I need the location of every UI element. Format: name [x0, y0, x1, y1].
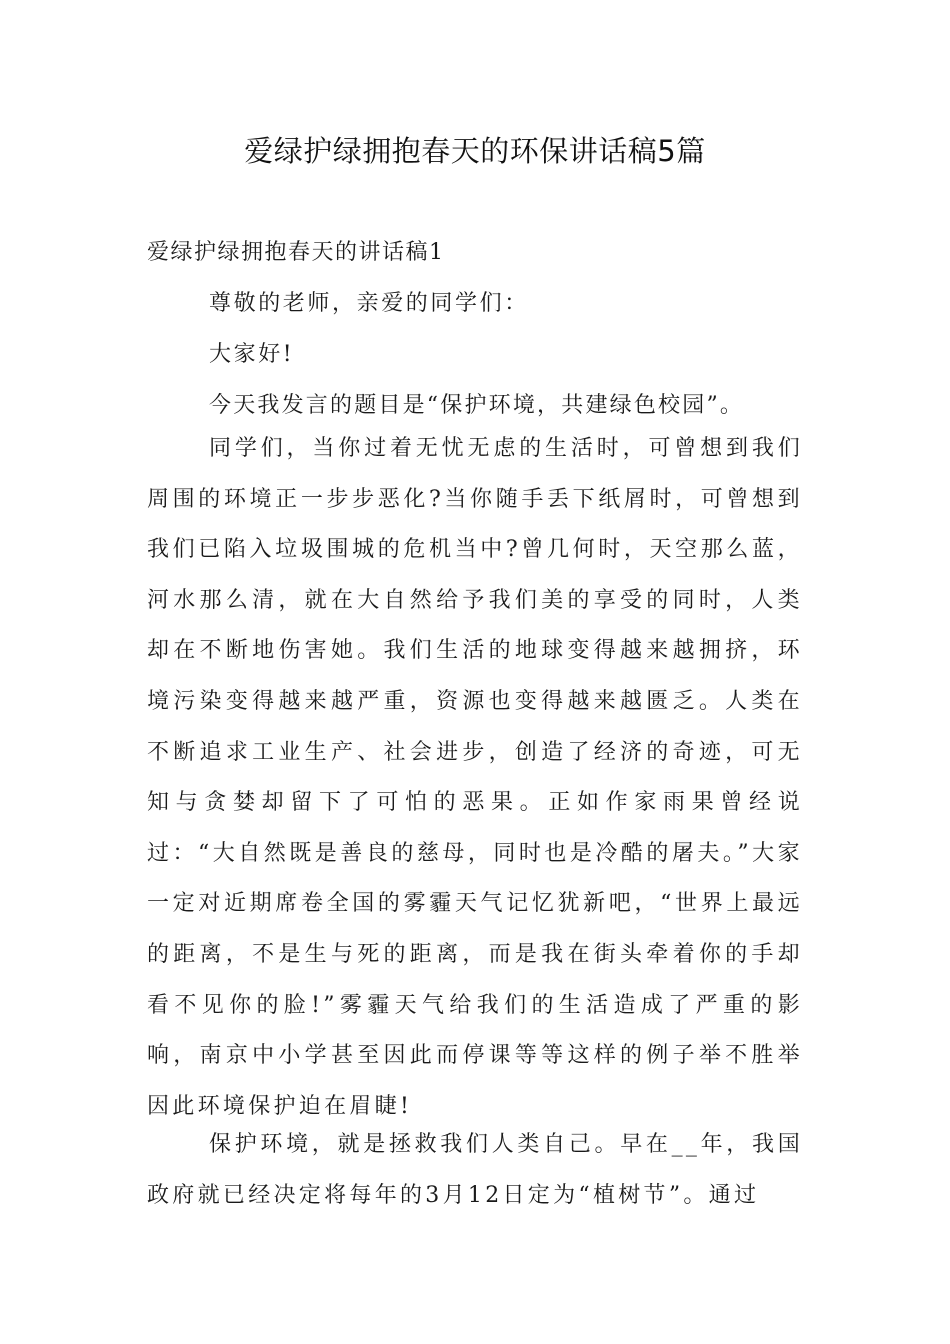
body-paragraph: 保护环境，就是拯救我们人类自己。早在__年，我国政府就已经决定将每年的3月12日定为“植树节”。通过	[147, 1132, 803, 1208]
speech-subheading: 爱绿护绿拥抱春天的讲话稿1	[147, 240, 445, 265]
document-title: 爱绿护绿拥抱春天的环保讲话稿5篇	[244, 134, 706, 168]
topic-line: 今天我发言的题目是“保护环境，共建绿色校园”。	[209, 393, 745, 418]
greeting-line: 尊敬的老师，亲爱的同学们：	[209, 291, 529, 316]
body-paragraph: 同学们，当你过着无忧无虑的生活时，可曾想到我们周围的环境正一步步恶化?当你随手丢下纸屑时，可曾想到我们已陷入垃圾围城的危机当中?曾几何时，天空那么蓝，河水那么清，就在大自然给予我们美的享受的同时，人类却在不断地伤害她。我们生活的地球变得越来越拥挤，环境污染变得越来越严重，资源也变得越来越匮乏。人类在不断追求工业生产、社会进步，创造了经济的奇迹，可无知与贪婪却留下了可怕的恶果。正如作家雨果曾经说过：“大自然既是善良的慈母，同时也是冷酷的屠夫。”大家一定对近期席卷全国的雾霾天气记忆犹新吧，“世界上最远的距离，不是生与死的距离，而是我在街头牵着你的手却看不见你的脸!”雾霾天气给我们的生活造成了严重的影响，南京中小学甚至因此而停课等等这样的例子举不胜举因此环境保护迫在眉睫!	[147, 436, 803, 1119]
hello-line: 大家好!	[209, 342, 295, 367]
